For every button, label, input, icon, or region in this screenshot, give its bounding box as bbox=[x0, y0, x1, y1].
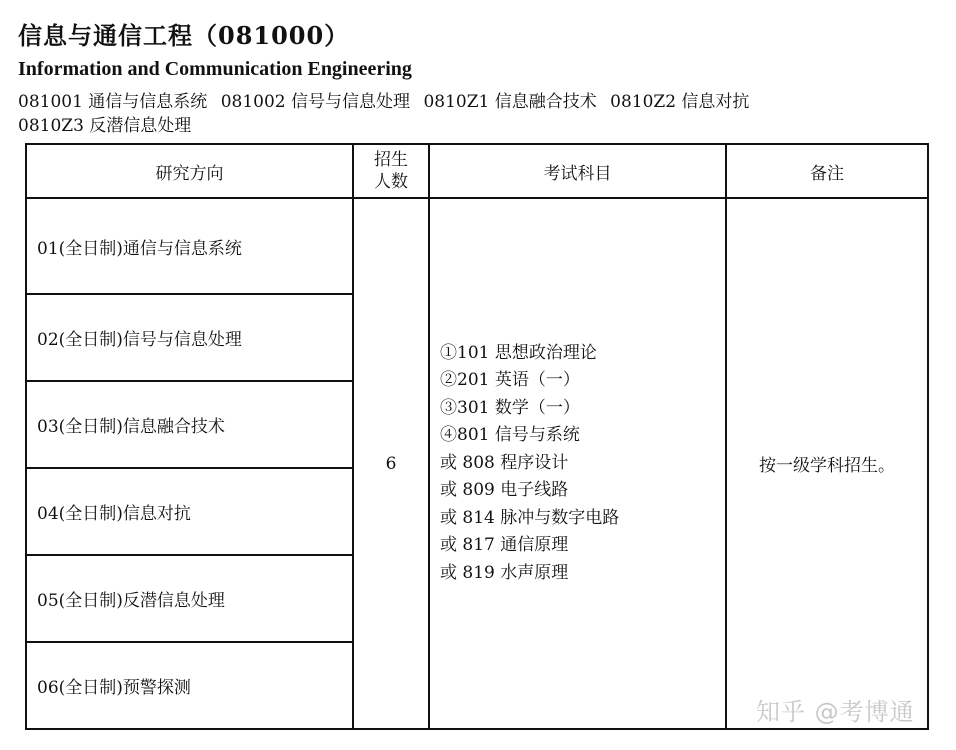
major-item: 0810Z2 信息对抗 bbox=[610, 92, 750, 112]
direction-cell: 02(全日制)信号与信息处理 bbox=[26, 294, 353, 381]
major-item: 081002 信号与信息处理 bbox=[220, 92, 411, 112]
major-item: 0810Z1 信息融合技术 bbox=[423, 92, 597, 112]
direction-cell: 05(全日制)反潜信息处理 bbox=[26, 555, 353, 642]
header-enroll-line2: 人数 bbox=[374, 172, 408, 192]
direction-cell: 04(全日制)信息对抗 bbox=[26, 468, 353, 555]
direction-cell: 06(全日制)预警探测 bbox=[26, 642, 353, 729]
exam-item: ③301 数学（一） bbox=[440, 397, 580, 418]
note-cell: 按一级学科招生。 bbox=[726, 198, 928, 729]
exam-subjects bbox=[429, 198, 726, 729]
exam-item: 或 819 水声原理 bbox=[440, 562, 569, 583]
watermark: 知乎 @考博通 bbox=[756, 698, 915, 726]
enrollment-table bbox=[25, 143, 929, 730]
header-direction: 研究方向 bbox=[26, 144, 353, 198]
header-enrollment bbox=[353, 144, 429, 198]
major-item: 0810Z3 反潜信息处理 bbox=[18, 116, 192, 136]
header-enroll-line1: 招生 bbox=[374, 150, 408, 170]
direction-cell: 01(全日制)通信与信息系统 bbox=[26, 198, 353, 294]
table-header-row bbox=[26, 144, 928, 198]
major-item: 081001 通信与信息系统 bbox=[18, 92, 208, 112]
exam-item: 或 814 脉冲与数字电路 bbox=[440, 507, 620, 528]
table-row bbox=[26, 198, 928, 294]
major-list bbox=[18, 90, 918, 138]
exam-item: ②201 英语（一） bbox=[440, 370, 580, 391]
exam-item: ④801 信号与系统 bbox=[440, 425, 580, 446]
exam-item: 或 817 通信原理 bbox=[440, 535, 569, 556]
page-subtitle: Information and Communication Engineering bbox=[18, 58, 412, 80]
header-note: 备注 bbox=[726, 144, 928, 198]
exam-item: 或 809 电子线路 bbox=[440, 480, 569, 501]
header-exam: 考试科目 bbox=[429, 144, 726, 198]
page-title: 信息与通信工程（081000） bbox=[18, 21, 350, 50]
exam-item: ①101 思想政治理论 bbox=[440, 342, 597, 363]
exam-item: 或 808 程序设计 bbox=[440, 452, 569, 473]
direction-cell: 03(全日制)信息融合技术 bbox=[26, 381, 353, 468]
enrollment-count: 6 bbox=[353, 198, 429, 729]
